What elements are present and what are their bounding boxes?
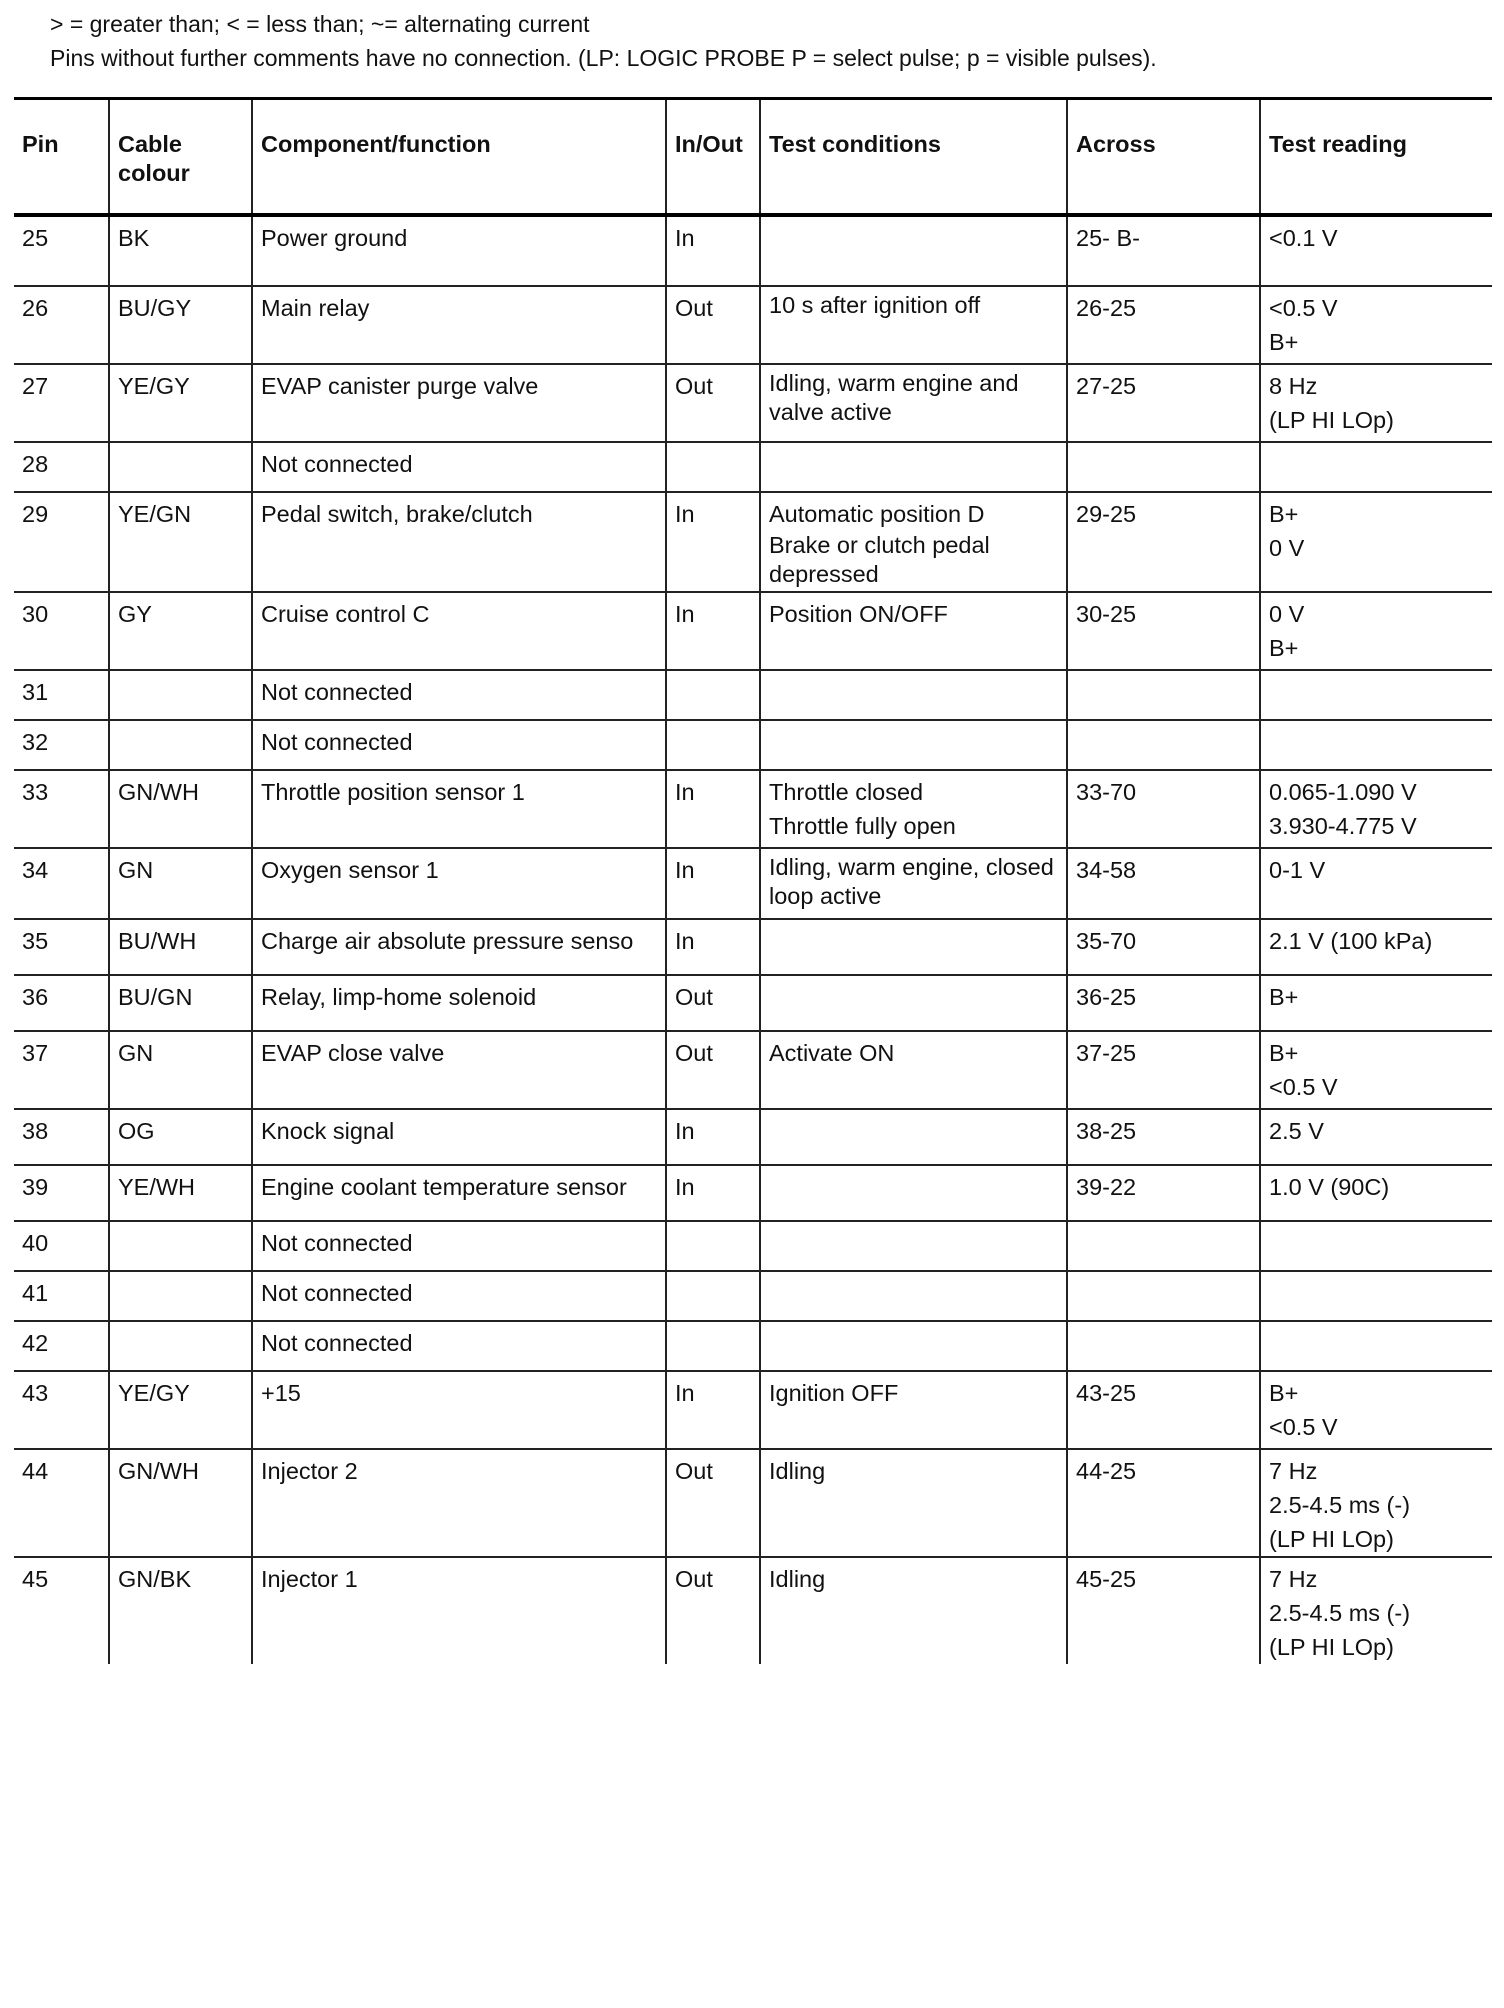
table-row <box>14 286 1492 364</box>
table-header-row <box>14 99 1492 215</box>
table-row <box>14 1221 1492 1271</box>
component-cell: Cruise control C <box>252 592 666 670</box>
pin-cell: 42 <box>14 1321 109 1371</box>
in-out-cell: In <box>666 1109 760 1165</box>
table-row <box>14 492 1492 592</box>
test-condition: Throttle fully open <box>769 812 956 839</box>
across-cell: 36-25 <box>1067 975 1260 1031</box>
test-conditions-cell <box>760 1221 1067 1271</box>
pin-cell: 35 <box>14 919 109 975</box>
test-reading: B+ <box>1269 500 1299 527</box>
across-cell: 43-25 <box>1067 1371 1260 1449</box>
component-cell: Not connected <box>252 1221 666 1271</box>
across-cell: 34-58 <box>1067 848 1260 919</box>
across-cell <box>1067 1221 1260 1271</box>
test-reading: (LP HI LOp) <box>1269 406 1394 433</box>
test-conditions-cell <box>760 770 1067 848</box>
cable-colour-cell <box>109 1271 252 1321</box>
pin-cell: 27 <box>14 364 109 442</box>
in-out-cell <box>666 1321 760 1371</box>
test-reading: <0.5 V <box>1269 1073 1338 1100</box>
component-cell: Charge air absolute pressure senso <box>252 919 666 975</box>
cable-colour-cell: YE/GY <box>109 364 252 442</box>
cable-colour-cell: GN <box>109 1031 252 1109</box>
test-conditions-cell <box>760 215 1067 286</box>
header-in-out: In/Out <box>666 99 760 215</box>
test-reading: 1.0 V (90C) <box>1269 1173 1390 1200</box>
component-cell: Injector 1 <box>252 1557 666 1664</box>
test-condition: Brake or clutch pedal depressed <box>769 531 990 587</box>
in-out-cell: In <box>666 592 760 670</box>
in-out-cell: Out <box>666 1449 760 1557</box>
pin-cell: 36 <box>14 975 109 1031</box>
across-cell: 25- B- <box>1067 215 1260 286</box>
test-reading-cell <box>1260 286 1492 364</box>
table-row <box>14 1449 1492 1557</box>
pin-cell: 39 <box>14 1165 109 1221</box>
cable-colour-cell: GN/BK <box>109 1557 252 1664</box>
across-cell: 37-25 <box>1067 1031 1260 1109</box>
table-row <box>14 1109 1492 1165</box>
test-reading-cell <box>1260 975 1492 1031</box>
header-across: Across <box>1067 99 1260 215</box>
test-reading-cell <box>1260 1321 1492 1371</box>
in-out-cell: Out <box>666 1557 760 1664</box>
table-row <box>14 1371 1492 1449</box>
cable-colour-cell <box>109 1321 252 1371</box>
test-reading-cell <box>1260 1371 1492 1449</box>
test-condition: Automatic position D <box>769 500 985 527</box>
test-condition: Idling <box>769 1457 826 1484</box>
test-conditions-cell <box>760 1321 1067 1371</box>
component-cell: Not connected <box>252 1271 666 1321</box>
test-reading: 7 Hz <box>1269 1565 1318 1592</box>
test-reading-cell <box>1260 720 1492 770</box>
table-row <box>14 670 1492 720</box>
across-cell <box>1067 670 1260 720</box>
table-body <box>14 215 1492 1664</box>
component-cell: Oxygen sensor 1 <box>252 848 666 919</box>
in-out-cell: In <box>666 848 760 919</box>
test-reading-cell <box>1260 919 1492 975</box>
cable-colour-cell: GN <box>109 848 252 919</box>
test-condition: Ignition OFF <box>769 1379 899 1406</box>
cable-colour-cell: GY <box>109 592 252 670</box>
in-out-cell: Out <box>666 1031 760 1109</box>
test-condition: Position ON/OFF <box>769 600 948 627</box>
table-row <box>14 1271 1492 1321</box>
test-conditions-cell <box>760 975 1067 1031</box>
test-reading: 2.1 V (100 kPa) <box>1269 927 1433 954</box>
pin-cell: 44 <box>14 1449 109 1557</box>
test-conditions-cell <box>760 720 1067 770</box>
in-out-cell <box>666 720 760 770</box>
across-cell: 29-25 <box>1067 492 1260 592</box>
test-reading-cell <box>1260 364 1492 442</box>
table-row <box>14 720 1492 770</box>
test-conditions-cell <box>760 1165 1067 1221</box>
pin-cell: 32 <box>14 720 109 770</box>
in-out-cell <box>666 1271 760 1321</box>
component-cell: Pedal switch, brake/clutch <box>252 492 666 592</box>
header-test-reading: Test reading <box>1260 99 1492 215</box>
test-condition: Idling, warm engine, closed loop active <box>769 853 1054 909</box>
in-out-cell: Out <box>666 364 760 442</box>
across-cell: 39-22 <box>1067 1165 1260 1221</box>
table-row <box>14 1321 1492 1371</box>
test-condition: Activate ON <box>769 1039 895 1066</box>
pin-cell: 43 <box>14 1371 109 1449</box>
component-cell: Throttle position sensor 1 <box>252 770 666 848</box>
pin-cell: 31 <box>14 670 109 720</box>
pin-cell: 45 <box>14 1557 109 1664</box>
table-row <box>14 364 1492 442</box>
test-reading-cell <box>1260 442 1492 492</box>
in-out-cell: Out <box>666 975 760 1031</box>
cable-colour-cell <box>109 670 252 720</box>
test-reading: 0 V <box>1269 534 1305 561</box>
cable-colour-cell: YE/GY <box>109 1371 252 1449</box>
across-cell: 38-25 <box>1067 1109 1260 1165</box>
test-conditions-cell <box>760 364 1067 442</box>
test-reading-cell <box>1260 592 1492 670</box>
cable-colour-cell: YE/GN <box>109 492 252 592</box>
test-reading: B+ <box>1269 328 1299 355</box>
test-reading: B+ <box>1269 983 1299 1010</box>
test-conditions-cell <box>760 670 1067 720</box>
cable-colour-cell <box>109 1221 252 1271</box>
test-reading: 0 V <box>1269 600 1305 627</box>
test-reading-cell <box>1260 1109 1492 1165</box>
cable-colour-cell: BU/WH <box>109 919 252 975</box>
in-out-cell: In <box>666 215 760 286</box>
test-conditions-cell <box>760 492 1067 592</box>
across-cell: 27-25 <box>1067 364 1260 442</box>
test-reading: B+ <box>1269 1039 1299 1066</box>
across-cell: 35-70 <box>1067 919 1260 975</box>
test-reading-cell <box>1260 848 1492 919</box>
test-condition: Throttle closed <box>769 778 924 805</box>
component-cell: Engine coolant temperature sensor <box>252 1165 666 1221</box>
component-cell: Injector 2 <box>252 1449 666 1557</box>
table-row <box>14 442 1492 492</box>
table-row <box>14 770 1492 848</box>
across-cell <box>1067 720 1260 770</box>
pin-cell: 40 <box>14 1221 109 1271</box>
table-row <box>14 975 1492 1031</box>
test-reading-cell <box>1260 1271 1492 1321</box>
pin-cell: 29 <box>14 492 109 592</box>
test-condition: Idling, warm engine and valve active <box>769 369 1019 425</box>
connection-note: Pins without further comments have no connection. (LP: LOGIC PROBE P = select pulse; p = visible pulses). <box>50 45 1157 71</box>
test-reading-cell <box>1260 1221 1492 1271</box>
component-cell: Not connected <box>252 442 666 492</box>
component-cell: Main relay <box>252 286 666 364</box>
test-conditions-cell <box>760 1271 1067 1321</box>
test-conditions-cell <box>760 1031 1067 1109</box>
test-reading: <0.5 V <box>1269 294 1338 321</box>
test-reading: 0.065-1.090 V <box>1269 778 1417 805</box>
test-reading-cell <box>1260 770 1492 848</box>
cable-colour-cell: BK <box>109 215 252 286</box>
cable-colour-cell <box>109 442 252 492</box>
test-reading: <0.5 V <box>1269 1413 1338 1440</box>
test-reading: (LP HI LOp) <box>1269 1525 1394 1552</box>
across-cell <box>1067 442 1260 492</box>
table-row <box>14 1165 1492 1221</box>
in-out-cell <box>666 1221 760 1271</box>
pin-cell: 33 <box>14 770 109 848</box>
table-row <box>14 592 1492 670</box>
test-conditions-cell <box>760 1449 1067 1557</box>
test-conditions-cell <box>760 442 1067 492</box>
in-out-cell: In <box>666 919 760 975</box>
component-cell: EVAP close valve <box>252 1031 666 1109</box>
across-cell: 45-25 <box>1067 1557 1260 1664</box>
pin-cell: 25 <box>22 224 49 251</box>
test-reading: B+ <box>1269 1379 1299 1406</box>
table-row <box>14 848 1492 919</box>
test-reading-cell <box>1260 492 1492 592</box>
test-conditions-cell <box>760 919 1067 975</box>
legend-note: > = greater than; < = less than; ~= alternating current <box>50 11 590 37</box>
test-reading: 2.5-4.5 ms (-) <box>1269 1491 1411 1518</box>
cable-colour-cell: BU/GY <box>109 286 252 364</box>
test-conditions-cell <box>760 592 1067 670</box>
test-reading-cell <box>1260 1449 1492 1557</box>
across-cell: 44-25 <box>1067 1449 1260 1557</box>
component-cell: Not connected <box>252 720 666 770</box>
component-cell: Not connected <box>252 1321 666 1371</box>
test-conditions-cell <box>760 1557 1067 1664</box>
test-reading: 8 Hz <box>1269 372 1318 399</box>
pin-cell: 38 <box>14 1109 109 1165</box>
component-cell: Not connected <box>252 670 666 720</box>
in-out-cell: In <box>666 492 760 592</box>
test-reading: B+ <box>1269 634 1299 661</box>
component-cell: EVAP canister purge valve <box>252 364 666 442</box>
in-out-cell: In <box>666 770 760 848</box>
across-cell <box>1067 1321 1260 1371</box>
test-reading: <0.1 V <box>1269 224 1338 251</box>
pin-cell: 28 <box>14 442 109 492</box>
pin-cell: 37 <box>14 1031 109 1109</box>
cable-colour-cell <box>109 720 252 770</box>
in-out-cell: In <box>666 1371 760 1449</box>
test-reading: 7 Hz <box>1269 1457 1318 1484</box>
cable-colour-cell: GN/WH <box>109 770 252 848</box>
pin-cell: 34 <box>14 848 109 919</box>
cable-colour-cell: OG <box>109 1109 252 1165</box>
test-reading-cell <box>1260 1031 1492 1109</box>
component-cell: Power ground <box>252 215 666 286</box>
pin-cell: 30 <box>14 592 109 670</box>
test-reading: 3.930-4.775 V <box>1269 812 1417 839</box>
pin-test-table <box>14 97 1492 1664</box>
table-row <box>14 1557 1492 1664</box>
table-row <box>14 1031 1492 1109</box>
in-out-cell: Out <box>666 286 760 364</box>
header-component: Component/function <box>252 99 666 215</box>
component-cell: +15 <box>252 1371 666 1449</box>
test-reading: 0-1 V <box>1269 856 1326 883</box>
test-reading-cell <box>1260 1557 1492 1664</box>
pin-cell: 41 <box>14 1271 109 1321</box>
test-reading-cell <box>1260 1165 1492 1221</box>
across-cell: 30-25 <box>1067 592 1260 670</box>
in-out-cell <box>666 670 760 720</box>
table-row <box>14 919 1492 975</box>
cable-colour-cell: YE/WH <box>109 1165 252 1221</box>
test-condition: Idling <box>769 1565 826 1592</box>
component-cell: Knock signal <box>252 1109 666 1165</box>
test-reading: 2.5 V <box>1269 1117 1324 1144</box>
header-cable-colour: Cable colour <box>109 99 252 215</box>
table-row <box>14 215 1492 286</box>
test-conditions-cell <box>760 848 1067 919</box>
test-reading: (LP HI LOp) <box>1269 1633 1394 1660</box>
test-conditions-cell <box>760 1371 1067 1449</box>
header-pin: Pin <box>14 99 109 215</box>
in-out-cell: In <box>666 1165 760 1221</box>
pin-cell: 26 <box>14 286 109 364</box>
test-reading-cell <box>1260 215 1492 286</box>
test-conditions-cell <box>760 286 1067 364</box>
across-cell <box>1067 1271 1260 1321</box>
test-conditions-cell <box>760 1109 1067 1165</box>
across-cell: 33-70 <box>1067 770 1260 848</box>
test-reading: 2.5-4.5 ms (-) <box>1269 1599 1411 1626</box>
test-condition: 10 s after ignition off <box>769 291 981 318</box>
in-out-cell <box>666 442 760 492</box>
across-cell: 26-25 <box>1067 286 1260 364</box>
test-reading-cell <box>1260 670 1492 720</box>
header-test-conditions: Test conditions <box>760 99 1067 215</box>
cable-colour-cell: GN/WH <box>109 1449 252 1557</box>
cable-colour-cell: BU/GN <box>109 975 252 1031</box>
component-cell: Relay, limp-home solenoid <box>252 975 666 1031</box>
